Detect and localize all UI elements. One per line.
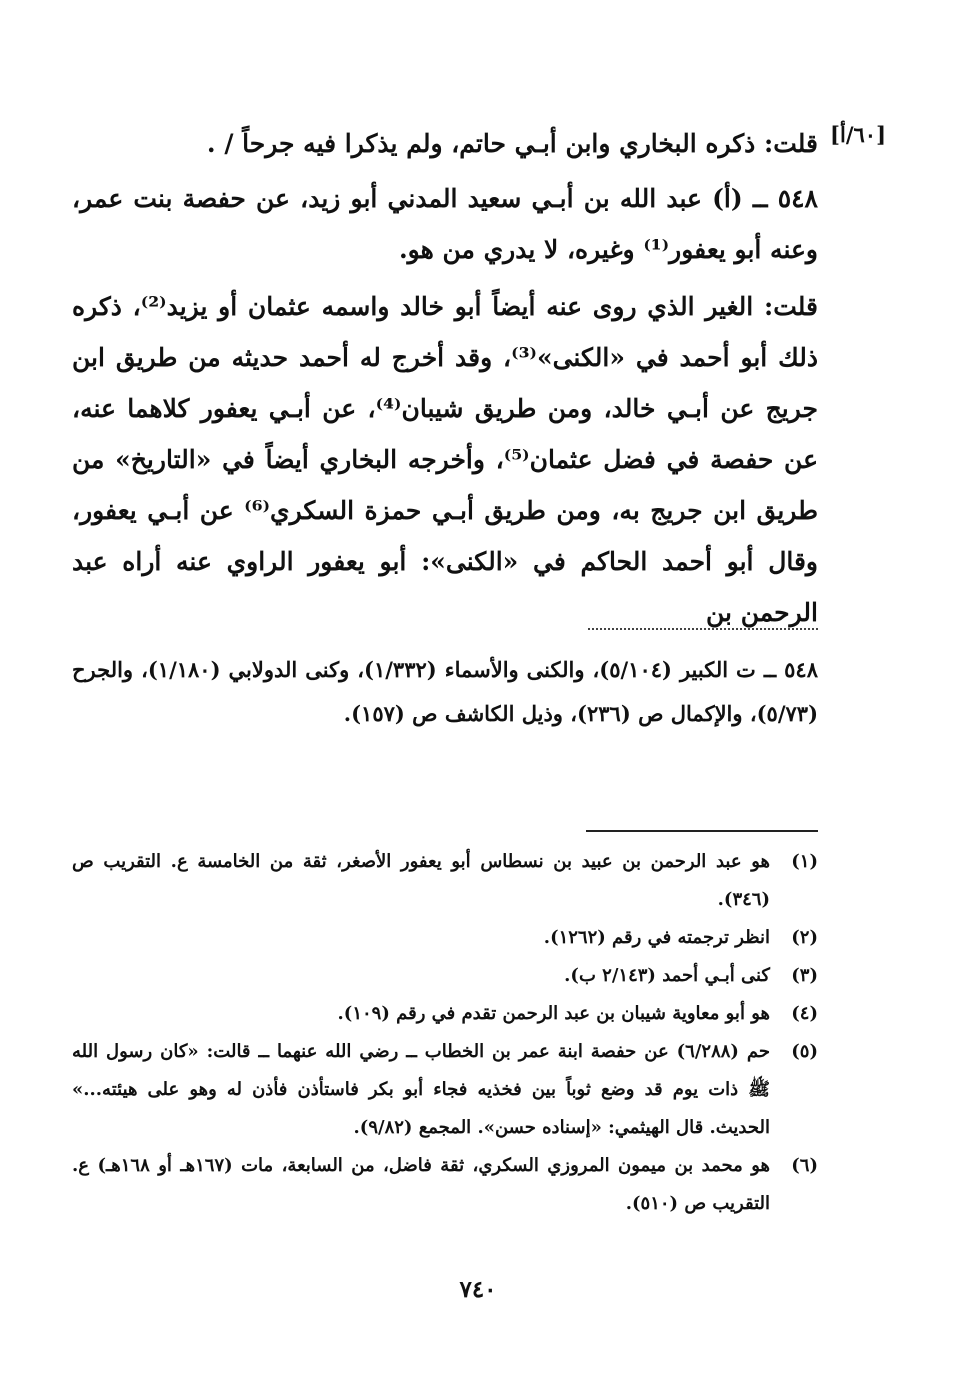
footnote [72, 1033, 818, 1147]
dotted-separator [588, 628, 818, 630]
footnote [72, 1147, 818, 1223]
source-note: ٥٤٨ ــ ت الكبير (٥/١٠٤)، والكنى والأسماء (١/٣٣٢)، وكنى الدولابي (١/١٨٠)، والجرح (٥/٧٣)، والإكمال ص (٢٣٦)، وذيل الكاشف ص (١٥٧). [72, 657, 818, 726]
footnotes-list [72, 843, 818, 1223]
footnote [72, 843, 818, 919]
footnote-text: حم (٦/٢٨٨) عن حفصة ابنة عمر بن الخطاب ــ رضي الله عنهما ــ قالت: «كان رسول الله ﷺ ذات يوم قد وضع ثوباً بين فخذيه فجاء أبو بكر فاستأذن فأذن له وهو على هيئته...» الحديث. قال الهيثمي: «إسناده حسن». المجمع (٩/٨٢). [72, 1041, 771, 1138]
footnote-number: (٢) [791, 927, 818, 948]
entry-548: ٥٤٨ ــ (أ) عبد الله بن أبـي سعيد المدني أبو زيد، عن حفصة بنت عمر، وعنه أبو يعفور⁽¹⁾ وغيره، لا يدري من هو. [72, 184, 818, 264]
footnote-number: (٤) [791, 1003, 818, 1024]
margin-reference: [٦٠/أ] [830, 122, 886, 147]
footnote [72, 919, 818, 957]
footnote-text: كنى أبـي أحمد (٢/١٤٣ ب). [564, 965, 770, 986]
footnote-text: هو محمد بن ميمون المروزي السكري، ثقة فاضل، من السابعة، مات (١٦٧هـ أو ١٦٨هـ) ع. التقريب ص (٥١٠). [72, 1155, 770, 1214]
footnote-text: هو أبو معاوية شيبان بن عبد الرحمن تقدم في رقم (١٠٩). [337, 1003, 770, 1024]
footnote-rule [586, 830, 818, 832]
footnote-text: انظر ترجمته في رقم (١٢٦٢). [543, 927, 770, 948]
footnote [72, 995, 818, 1033]
page-number: ٧٤٠ [459, 1276, 497, 1303]
footnote-number: (٣) [791, 965, 818, 986]
footnote-number: (٥) [791, 1041, 818, 1062]
footnote-number: (١) [791, 851, 818, 872]
footnote-number: (٦) [791, 1155, 818, 1176]
paragraph-3: قلت: الغير الذي روى عنه أيضاً أبو خالد واسمه عثمان أو يزيد⁽²⁾، ذكره ذلك أبو أحمد في «الكنى»⁽³⁾، وقد أخرج له أحمد حديثه من طريق ابن جريج عن أبـي خالد، ومن طريق شيبان⁽⁴⁾، عن أبـي يعفور كلاهما عنه، عن حفصة في فضل عثمان⁽⁵⁾، وأخرجه البخاري أيضاً في «التاريخ» من طريق ابن جريج به، ومن طريق أبـي حمزة السكري⁽⁶⁾ عن أبـي يعفور، وقال أبو أحمد الحاكم في «الكنى»: أبو يعفور الراوي عنه أراه عبد الرحمن بن [72, 292, 818, 627]
paragraph-1: قلت: ذكره البخاري وابن أبـي حاتم، ولم يذكرا فيه جرحاً / . [206, 129, 818, 158]
main-text [72, 118, 818, 638]
footnote-text: هو عبد الرحمن بن عبيد بن نسطاس أبو يعفور الأصغر، ثقة من الخامسة ع. التقريب ص (٣٤٦). [72, 851, 770, 910]
footnote [72, 957, 818, 995]
